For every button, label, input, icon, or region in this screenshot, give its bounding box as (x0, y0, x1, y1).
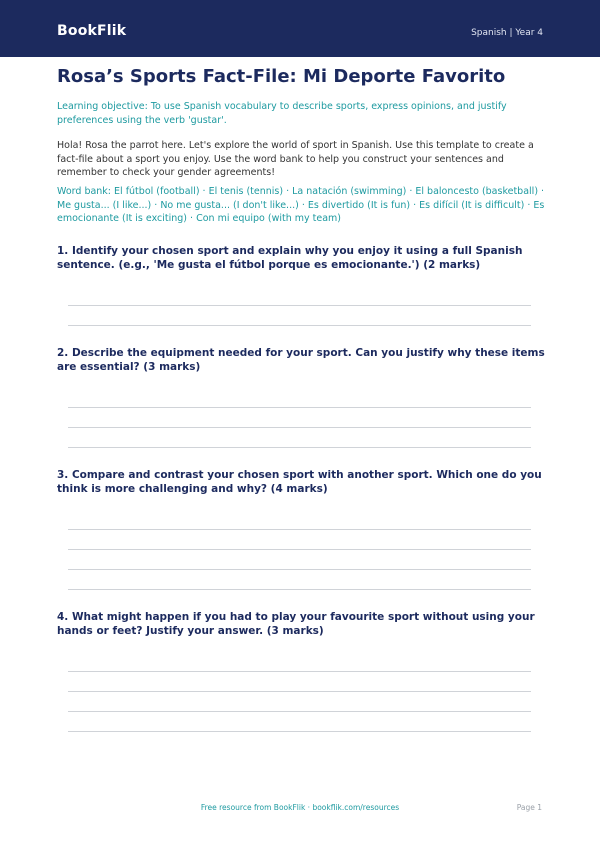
answer-line[interactable] (68, 325, 531, 326)
answer-line[interactable] (68, 529, 531, 530)
answer-line[interactable] (68, 569, 531, 570)
intro-text: Hola! Rosa the parrot here. Let's explore the world of sport in Spanish. Use this template to create a fact-file about a sport you enjoy. Use the word bank to help you construct your sentences and remember to check your gender agreements! (57, 140, 534, 178)
answer-line[interactable] (68, 447, 531, 448)
header-bar (0, 0, 600, 57)
question-4: 4. What might happen if you had to play your favourite sport without using your hands or feet? Justify your answer. (3 marks) (57, 611, 535, 637)
answer-line[interactable] (68, 549, 531, 550)
learning-objective: Learning objective: To use Spanish vocabulary to describe sports, express opinions, and justify preferences using the verb 'gustar'. (57, 101, 507, 126)
answer-line[interactable] (68, 589, 531, 590)
word-bank: Word bank: El fútbol (football) · El tenis (tennis) · La natación (swimming) · El baloncesto (basketball) · Me gusta... (I like...) · No me gusta... (I don't like...) · Es divertido (It is fun) · Es difícil (It is difficult) · Es emocionante (It is exciting) · Con mi equipo (with my team) (57, 186, 545, 224)
answer-line[interactable] (68, 407, 531, 408)
answer-line[interactable] (68, 691, 531, 692)
footer-resource-link[interactable]: Free resource from BookFlik · bookflik.com/resources (200, 803, 400, 812)
answer-line[interactable] (68, 305, 531, 306)
question-1: 1. Identify your chosen sport and explain why you enjoy it using a full Spanish sentence. (e.g., 'Me gusta el fútbol porque es emocionante.') (2 marks) (57, 245, 523, 271)
answer-line[interactable] (68, 427, 531, 428)
answer-line[interactable] (68, 671, 531, 672)
question-3: 3. Compare and contrast your chosen sport with another sport. Which one do you think is more challenging and why? (4 marks) (57, 469, 542, 495)
question-2: 2. Describe the equipment needed for your sport. Can you justify why these items are essential? (3 marks) (57, 347, 545, 373)
worksheet-title: Rosa’s Sports Fact-File: Mi Deporte Favorito (57, 66, 506, 87)
brand-logo-text: BookFlik (57, 23, 127, 39)
answer-line[interactable] (68, 731, 531, 732)
subject-year-label: Spanish | Year 4 (471, 28, 543, 38)
page-number: Page 1 (516, 803, 542, 812)
answer-line[interactable] (68, 711, 531, 712)
